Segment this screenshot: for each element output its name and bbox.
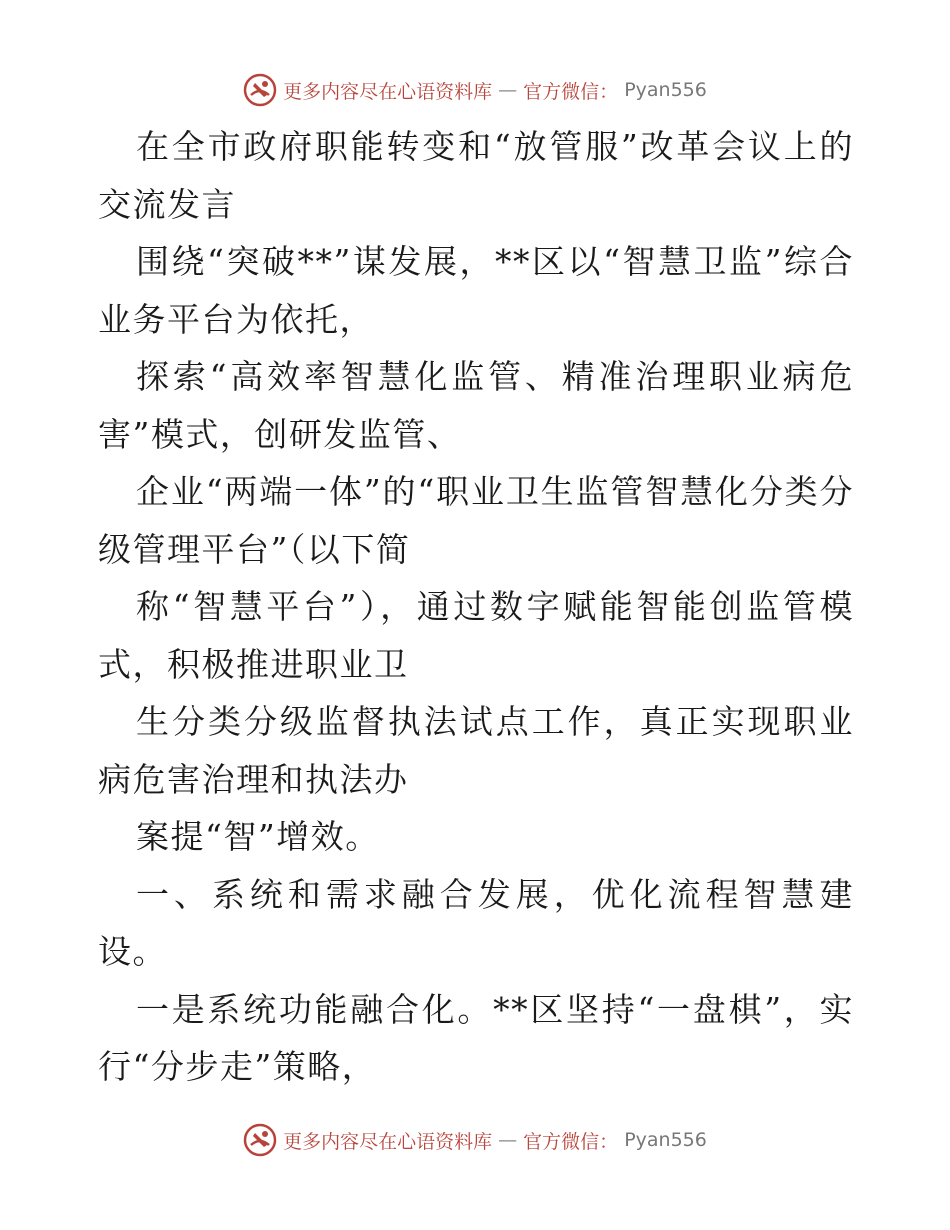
watermark-official-text: 官方微信： [523,1130,619,1153]
footer-watermark [0,1120,950,1160]
document-paragraph: 生分类分级监督执法试点工作，真正实现职业病危害治理和执法办 [98,702,854,799]
document-paragraph: 称“智慧平台”），通过数字赋能智能创监管模式，积极推进职业卫 [98,587,854,684]
watermark-dash: — [498,1129,518,1151]
watermark-site-text: 更多内容尽在心语资料库 [283,1130,493,1153]
document-paragraph: 在全市政府职能转变和“放管服”改革会议上的交流发言 [98,127,854,224]
book-pen-icon [243,73,277,107]
book-pen-icon [243,1123,277,1157]
header-watermark [0,70,950,110]
watermark-dash: — [498,79,518,101]
watermark-official-text: 官方微信： [523,80,619,103]
document-paragraph: 案提“智”增效。 [136,817,380,856]
document-paragraph: 一、系统和需求融合发展，优化流程智慧建设。 [98,874,854,971]
watermark-site-text: 更多内容尽在心语资料库 [283,80,493,103]
document-paragraph: 围绕“突破**”谋发展，**区以“智慧卫监”综合业务平台为依托， [98,242,854,339]
document-paragraph: 一是系统功能融合化。**区坚持“一盘棋”，实行“分步走”策略， [98,989,854,1086]
watermark-wechat-id: Pyan556 [624,1129,707,1151]
document-paragraph: 探索“高效率智慧化监管、精准治理职业病危害”模式，创研发监管、 [98,357,854,454]
document-body [98,118,854,1096]
watermark-wechat-id: Pyan556 [624,79,707,101]
document-paragraph: 企业“两端一体”的“职业卫生监管智慧化分类分级管理平台”（以下简 [98,472,854,569]
